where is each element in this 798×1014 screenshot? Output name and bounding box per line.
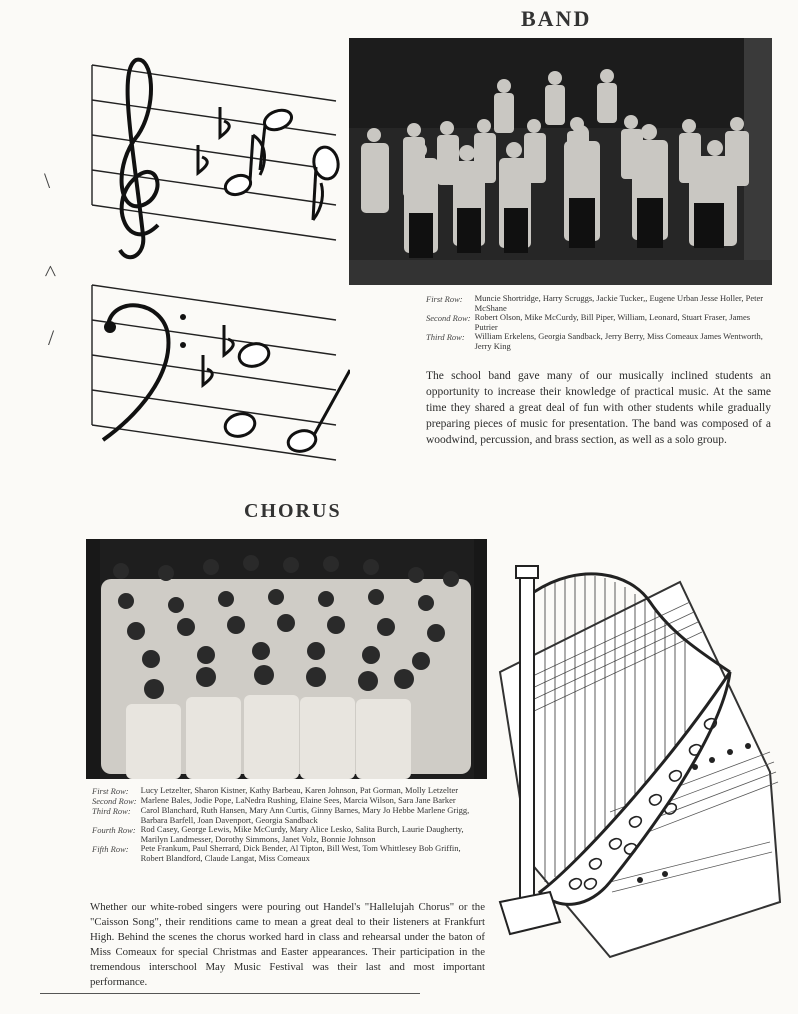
note-icon [262, 107, 294, 133]
band-paragraph: The school band gave many of our musically inclined students an opportunity to increase their knowledge of practical music. At the same time they shared a great deal of fun with other students while gradually preparing pieces of music for presentation. The band was composed of a woodwind, percussion, and brass section, as well as a solo group. [426, 370, 771, 446]
band-caption-row: First Row: Muncie Shortridge, Harry Scruggs, Jackie Tucker,, Eugene Urban Jesse Holler, Peter McShane [426, 293, 764, 313]
margin-mark-top: \ [44, 168, 51, 193]
band-caption-row: Second Row: Robert Olson, Mike McCurdy, Bill Piper, William, Leonard, Stuart Fraser, James Putrier [426, 312, 751, 332]
margin-mark-middle: < [38, 264, 64, 278]
margin-mark-bottom: / [48, 325, 55, 350]
chorus-caption-row: Third Row: Carol Blanchard, Ruth Hansen, Mary Ann Curtis, Ginny Barnes, Mary Jo Hebbe Marlene Grigg, Barbara Barfell, Joan Davenport, Georgia Sandback [92, 805, 470, 825]
harp-icon [520, 576, 534, 906]
chorus-caption-row: Fifth Row: Pete Frankum, Paul Sherrard, Dick Bender, Al Tipton, Bill West, Tom Whittlesey Bob Griffin, Robert Blandford, Claude Langat, Miss Comeaux [92, 843, 461, 863]
bottom-rule [40, 993, 420, 994]
music-staff-illustration [88, 55, 350, 505]
chorus-caption-row: First Row: Lucy Letzelter, Sharon Kistner, Kathy Barbeau, Karen Johnson, Pat Gorman, Molly Letzelter [92, 785, 459, 796]
band-caption-row: Third Row: William Erkelens, Georgia Sandback, Jerry Berry, Miss Comeaux James Wentworth, Jerry King [426, 331, 763, 351]
chorus-caption [92, 786, 484, 863]
treble-clef-icon [120, 60, 158, 258]
band-caption [426, 294, 771, 351]
chorus-title: CHORUS [244, 500, 342, 522]
band-photo [349, 38, 772, 285]
chorus-caption-row: Fourth Row: Rod Casey, George Lewis, Mike McCurdy, Mary Alice Lesko, Salita Burch, Laurie Daugherty, Marilyn Landmesser, Dorothy Simmons, Janet Volz, Bonnie Johnson [92, 824, 464, 844]
chorus-caption-row: Second Row: Marlene Bales, Jodie Pope, LaNedra Rushing, Elaine Sees, Marcia Wilson, Sara Jane Barker [92, 795, 456, 806]
band-title: BAND [521, 6, 592, 31]
chorus-paragraph: Whether our white-robed singers were pouring out Handel's "Hallelujah Chorus" or the "Caisson Song", their renditions came to mean a great deal to their listeners at Frankfurt High. Behind the scenes the chorus worked hard in class and rehearsal under the baton of Miss Comeaux for special Christmas and Easter appearances. Their participation in the tremendous interschool May Music Festival was their last and most important performance. [90, 901, 485, 988]
chorus-photo [86, 539, 487, 779]
harp-illustration [490, 562, 785, 962]
